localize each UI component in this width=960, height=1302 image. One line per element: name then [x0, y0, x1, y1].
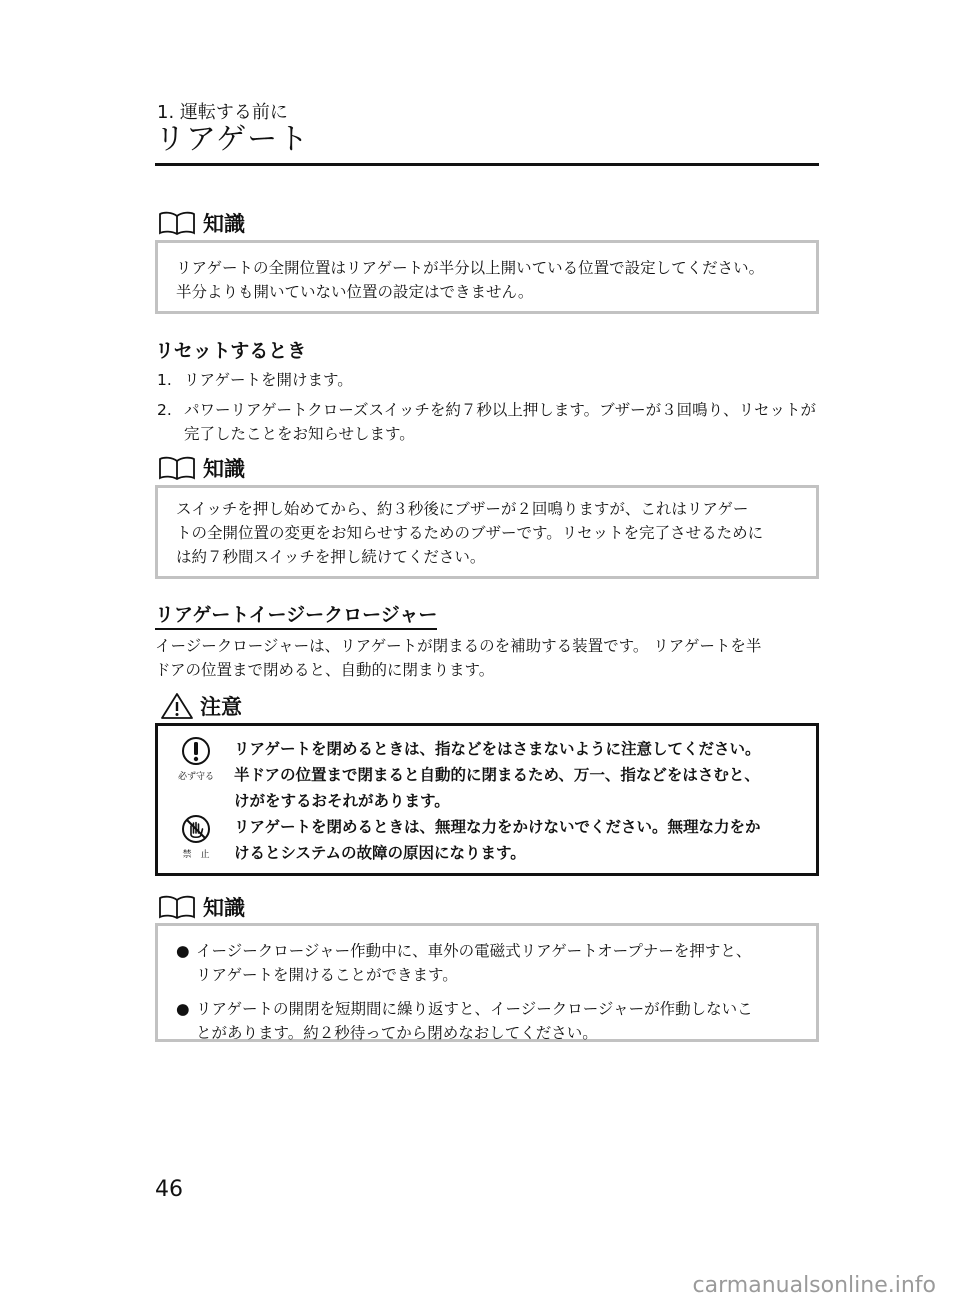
step-number: 2. — [157, 401, 172, 419]
caution-item — [158, 736, 816, 814]
book-icon — [157, 894, 197, 920]
title-rule — [155, 163, 819, 166]
step-text: パワーリアゲートクローズスイッチを約７秒以上押します。ブザーが３回鳴り、リセットが完了したことをお知らせします。 — [184, 401, 816, 443]
list-item — [168, 997, 798, 1045]
note-line: トの全開位置の変更をお知らせするためのブザーです。リセットを完了させるために — [176, 524, 764, 542]
note-label-3 — [157, 892, 245, 922]
bullet-line: イージークロージャー作動中に、車外の電磁式リアゲートオープナーを押すと、 — [196, 942, 752, 960]
note-box-1 — [155, 240, 819, 314]
icon-caption: 禁 止 — [182, 850, 210, 860]
caution-line: 半ドアの位置まで閉まると自動的に閉まるため、万一、指などをはさむと、 — [234, 766, 760, 784]
warning-triangle-icon — [160, 692, 194, 720]
caution-line: リアゲートを閉めるときは、無理な力をかけないでください。無理な力をか — [234, 818, 761, 836]
list-item — [157, 368, 817, 392]
list-item — [157, 398, 817, 446]
bullet-line: リアゲートを開けることができます。 — [196, 966, 458, 984]
page-title: リアゲート — [155, 122, 310, 157]
caution-line: けがをするおそれがあります。 — [234, 792, 450, 810]
list-item — [168, 939, 798, 987]
caution-line: けるとシステムの故障の原因になります。 — [234, 844, 526, 862]
caution-item — [158, 814, 816, 866]
note-line: リアゲートの全開位置はリアゲートが半分以上開いている位置で設定してください。 — [176, 259, 765, 277]
bullet-text — [196, 939, 798, 987]
step-text: リアゲートを開けます。 — [184, 371, 353, 389]
book-icon — [157, 210, 197, 236]
caution-label-text: 注意 — [200, 695, 242, 719]
note-label-2 — [157, 453, 245, 483]
note-line: 半分よりも開いていない位置の設定はできません。 — [176, 283, 534, 301]
step-number: 1. — [157, 371, 172, 389]
watermark: carmanualsonline.info — [692, 1273, 936, 1298]
caution-icon-group — [158, 736, 234, 814]
note-box-3 — [155, 923, 819, 1042]
bullet-line: とがあります。約２秒待ってから閉めなおしてください。 — [196, 1024, 598, 1042]
icon-caption: 必ず守る — [177, 772, 214, 782]
easy-closer-heading: リアゲートイージークロージャー — [155, 603, 437, 630]
easy-closer-description — [155, 634, 819, 682]
caution-icon-group — [158, 814, 234, 866]
note-label-1 — [157, 208, 245, 238]
book-icon — [157, 455, 197, 481]
prohibited-hand-icon — [181, 814, 211, 848]
bullet-dot: ● — [176, 942, 190, 960]
caution-label — [160, 691, 242, 721]
exclamation-circle-icon — [181, 736, 211, 770]
caution-text — [234, 736, 816, 814]
bullet-line: リアゲートの開閉を短期間に繰り返すと、イージークロージャーが作動しないこ — [196, 1000, 753, 1018]
body-line: ドアの位置まで閉めると、自動的に閉まります。 — [155, 661, 495, 679]
note-label-text: 知識 — [203, 457, 245, 481]
body-line: イージークロージャーは、リアゲートが閉まるのを補助する装置です。 リアゲートを半 — [155, 637, 762, 655]
caution-line: リアゲートを閉めるときは、指などをはさまないように注意してください。 — [234, 740, 761, 758]
reset-steps — [157, 368, 817, 452]
page-number: 46 — [155, 1177, 183, 1202]
reset-heading: リセットするとき — [155, 340, 307, 362]
caution-box — [155, 723, 819, 876]
note-line: は約７秒間スイッチを押し続けてください。 — [176, 548, 486, 566]
bullet-dot: ● — [176, 1000, 190, 1018]
note-label-text: 知識 — [203, 212, 245, 236]
note-label-text: 知識 — [203, 896, 245, 920]
note-line: スイッチを押し始めてから、約３秒後にブザーが２回鳴りますが、これはリアゲー — [176, 500, 749, 518]
bullet-text — [196, 997, 798, 1045]
section-heading: 1. 運転する前に — [157, 102, 288, 123]
note-box-2 — [155, 485, 819, 579]
caution-text — [234, 814, 816, 866]
